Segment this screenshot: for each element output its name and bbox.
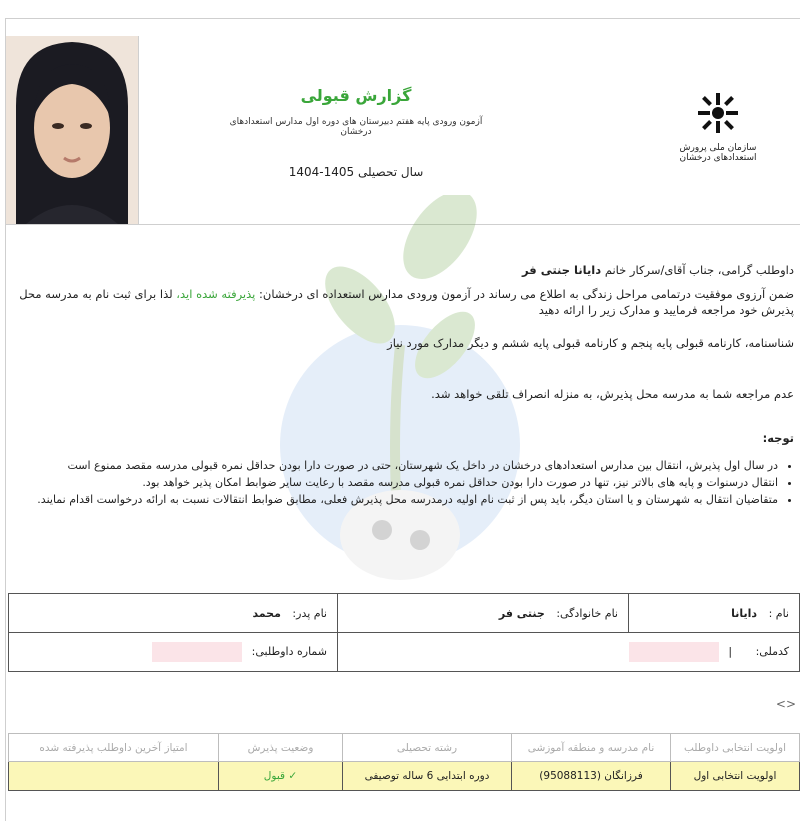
expand-arrow-icon[interactable]: <> — [775, 697, 796, 711]
report-title: گزارش قبولی — [300, 86, 412, 105]
student-name: دایانا جنتی فر — [522, 263, 602, 277]
report-header — [6, 36, 800, 225]
first-name-cell: نام : دایانا — [629, 594, 800, 633]
priority-cell: اولویت انتخابی اول — [671, 762, 800, 791]
table-header-row: اولویت انتخابی داوطلب نام مدرسه و منطقه آموزشی رشته تحصیلی وضعیت پذیرش امتیاز آخرین داوطلب پذیرفته شده — [9, 734, 800, 762]
notes-list — [0, 458, 794, 509]
admission-result-table — [8, 733, 800, 791]
first-name-value: دایانا — [731, 606, 758, 620]
academic-year: سال تحصیلی 1405-1404 — [288, 165, 424, 179]
school-cell: فرزانگان (95088113) — [512, 762, 671, 791]
documents-paragraph: شناسنامه، کارنامه قبولی پایه پنجم و کارنامه قبولی پایه ششم و دیگر مدارک مورد نیاز — [387, 336, 794, 350]
acceptance-paragraph: ضمن آرزوی موفقیت درتمامی مراحل زندگی به اطلاع می رساند در آزمون ورودی مدارس استعداده ای درخشان: پذیرفته شده اید، لذا برای ثبت نام به مدرسه محل پذیرش خود مراجعه فرمایید و مدارک زیر را ارائه دهید — [19, 287, 794, 317]
masked-national-code — [629, 642, 719, 662]
masked-candidate-number — [152, 642, 242, 662]
title-block — [226, 86, 486, 179]
list-item: • انتقال درسنوات و پایه های بالاتر نیز، تنها در صورت دارا بودن حداقل نمره قبولی مدرسه مقصد با رعایت سایر ضوابط امکان پذیر خواهد بود. — [0, 475, 778, 490]
sampad-emblem-icon — [693, 91, 743, 135]
organization-logo — [658, 91, 778, 161]
last-name-value: جنتی فر — [498, 606, 545, 620]
table-row — [9, 762, 800, 791]
accepted-text: پذیرفته شده اید، — [176, 287, 256, 301]
report-subtitle: آزمون ورودی پایه هفتم دبیرستان های دوره اول مدارس استعدادهای درخشان — [229, 117, 483, 137]
father-name-value: محمد — [252, 606, 281, 620]
field-cell: دوره ابتدایی 6 ساله توصیفی — [343, 762, 512, 791]
father-name-cell: نام پدر: محمد — [9, 594, 338, 633]
candidate-number-cell: شماره داوطلبی: — [9, 633, 338, 672]
student-info-table — [8, 593, 800, 672]
student-photo — [6, 36, 139, 224]
national-code-cell: کدملی: | — [338, 633, 800, 672]
organization-caption: سازمان ملی پرورش استعدادهای درخشان — [679, 143, 757, 163]
status-cell: ✓ قبول — [219, 762, 343, 791]
greeting-line: داوطلب گرامی، جناب آقای/سرکار خانم دایانا جنتی فر — [522, 263, 794, 277]
list-item: • در سال اول پذیرش، انتقال بین مدارس استعدادهای درخشان در داخل یک شهرستان، حتی در صورت دارا بودن حداقل نمره قبولی مدرسه مقصد ممنوع است — [0, 458, 778, 473]
last-name-cell: نام خانوادگی: جنتی فر — [338, 594, 629, 633]
list-item: • متقاضیان انتقال به شهرستان و یا استان دیگر، باید پس از ثبت نام اولیه درمدرسه محل پذیرش فعلی، مطابق ضوابط انتقالات نسبت به ارائه درخواست اقدام نمایند. — [0, 492, 778, 507]
score-cell — [9, 762, 219, 791]
warning-paragraph: عدم مراجعه شما به مدرسه محل پذیرش، به منزله انصراف تلقی خواهد شد. — [431, 387, 794, 401]
note-heading: توجه: — [762, 431, 794, 445]
